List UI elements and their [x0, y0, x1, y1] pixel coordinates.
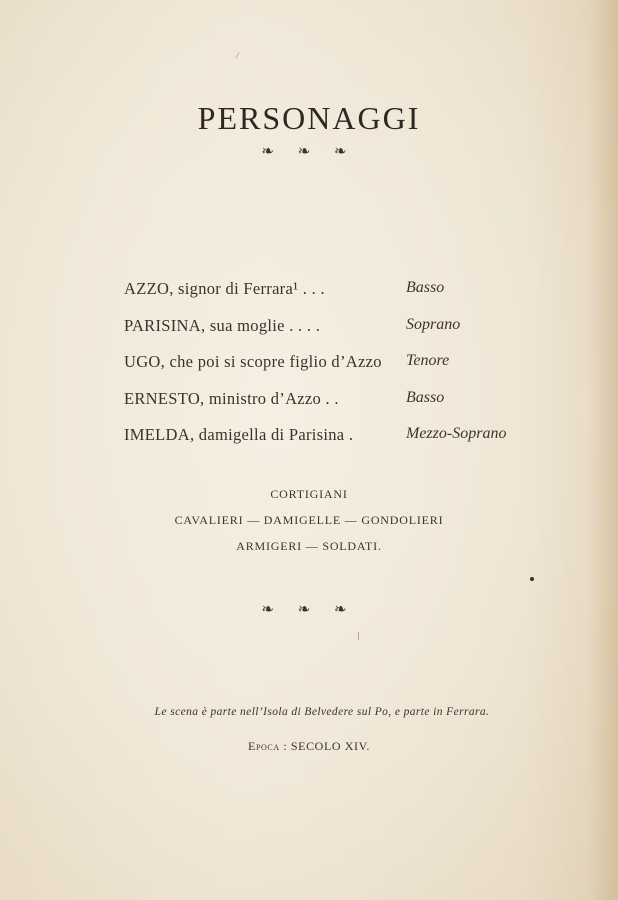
- voice-type: Mezzo-Soprano: [406, 425, 507, 442]
- role-name: AZZO, signor di Ferrara¹ . . .: [124, 279, 325, 298]
- paper-speck: [235, 52, 239, 59]
- cast-row: [124, 389, 594, 426]
- group-line: ARMIGERI — SOLDATI.: [236, 539, 382, 553]
- group-line: CAVALIERI — DAMIGELLE — GONDOLIERI: [174, 513, 444, 527]
- epoch-label: Epoca :: [248, 739, 288, 753]
- role-name: UGO, che poi si scopre figlio d’Azzo: [124, 352, 382, 371]
- group-line: CORTIGIANI: [270, 487, 348, 501]
- ornament-bottom: ❧ ❧ ❧: [261, 602, 357, 618]
- ornament-top: ❧ ❧ ❧: [261, 144, 357, 160]
- role-name: IMELDA, damigella di Parisina .: [124, 425, 354, 444]
- role-name: ERNESTO, ministro d’Azzo . .: [124, 388, 339, 408]
- voice-type: Basso: [406, 279, 445, 296]
- voice-type: Tenore: [406, 352, 450, 369]
- chorus-groups: [0, 486, 618, 564]
- cast-list: [124, 279, 594, 462]
- epoch-line: [0, 739, 618, 754]
- paper-speck: [358, 632, 359, 640]
- page-title: PERSONAGGI: [197, 100, 421, 136]
- role-name: PARISINA, sua moglie . . . .: [124, 315, 321, 335]
- voice-type: Soprano: [406, 315, 461, 333]
- cast-row: [124, 425, 594, 462]
- cast-row: [124, 352, 594, 389]
- cast-row: [124, 279, 594, 316]
- voice-type: Basso: [406, 388, 445, 406]
- scene-note: Le scena è parte nell’Isola di Belvedere sul Po, e parte in Ferrara.: [154, 706, 490, 718]
- cast-row: [124, 316, 594, 353]
- epoch-value: SECOLO XIV.: [290, 739, 370, 753]
- ink-dot: [530, 577, 534, 581]
